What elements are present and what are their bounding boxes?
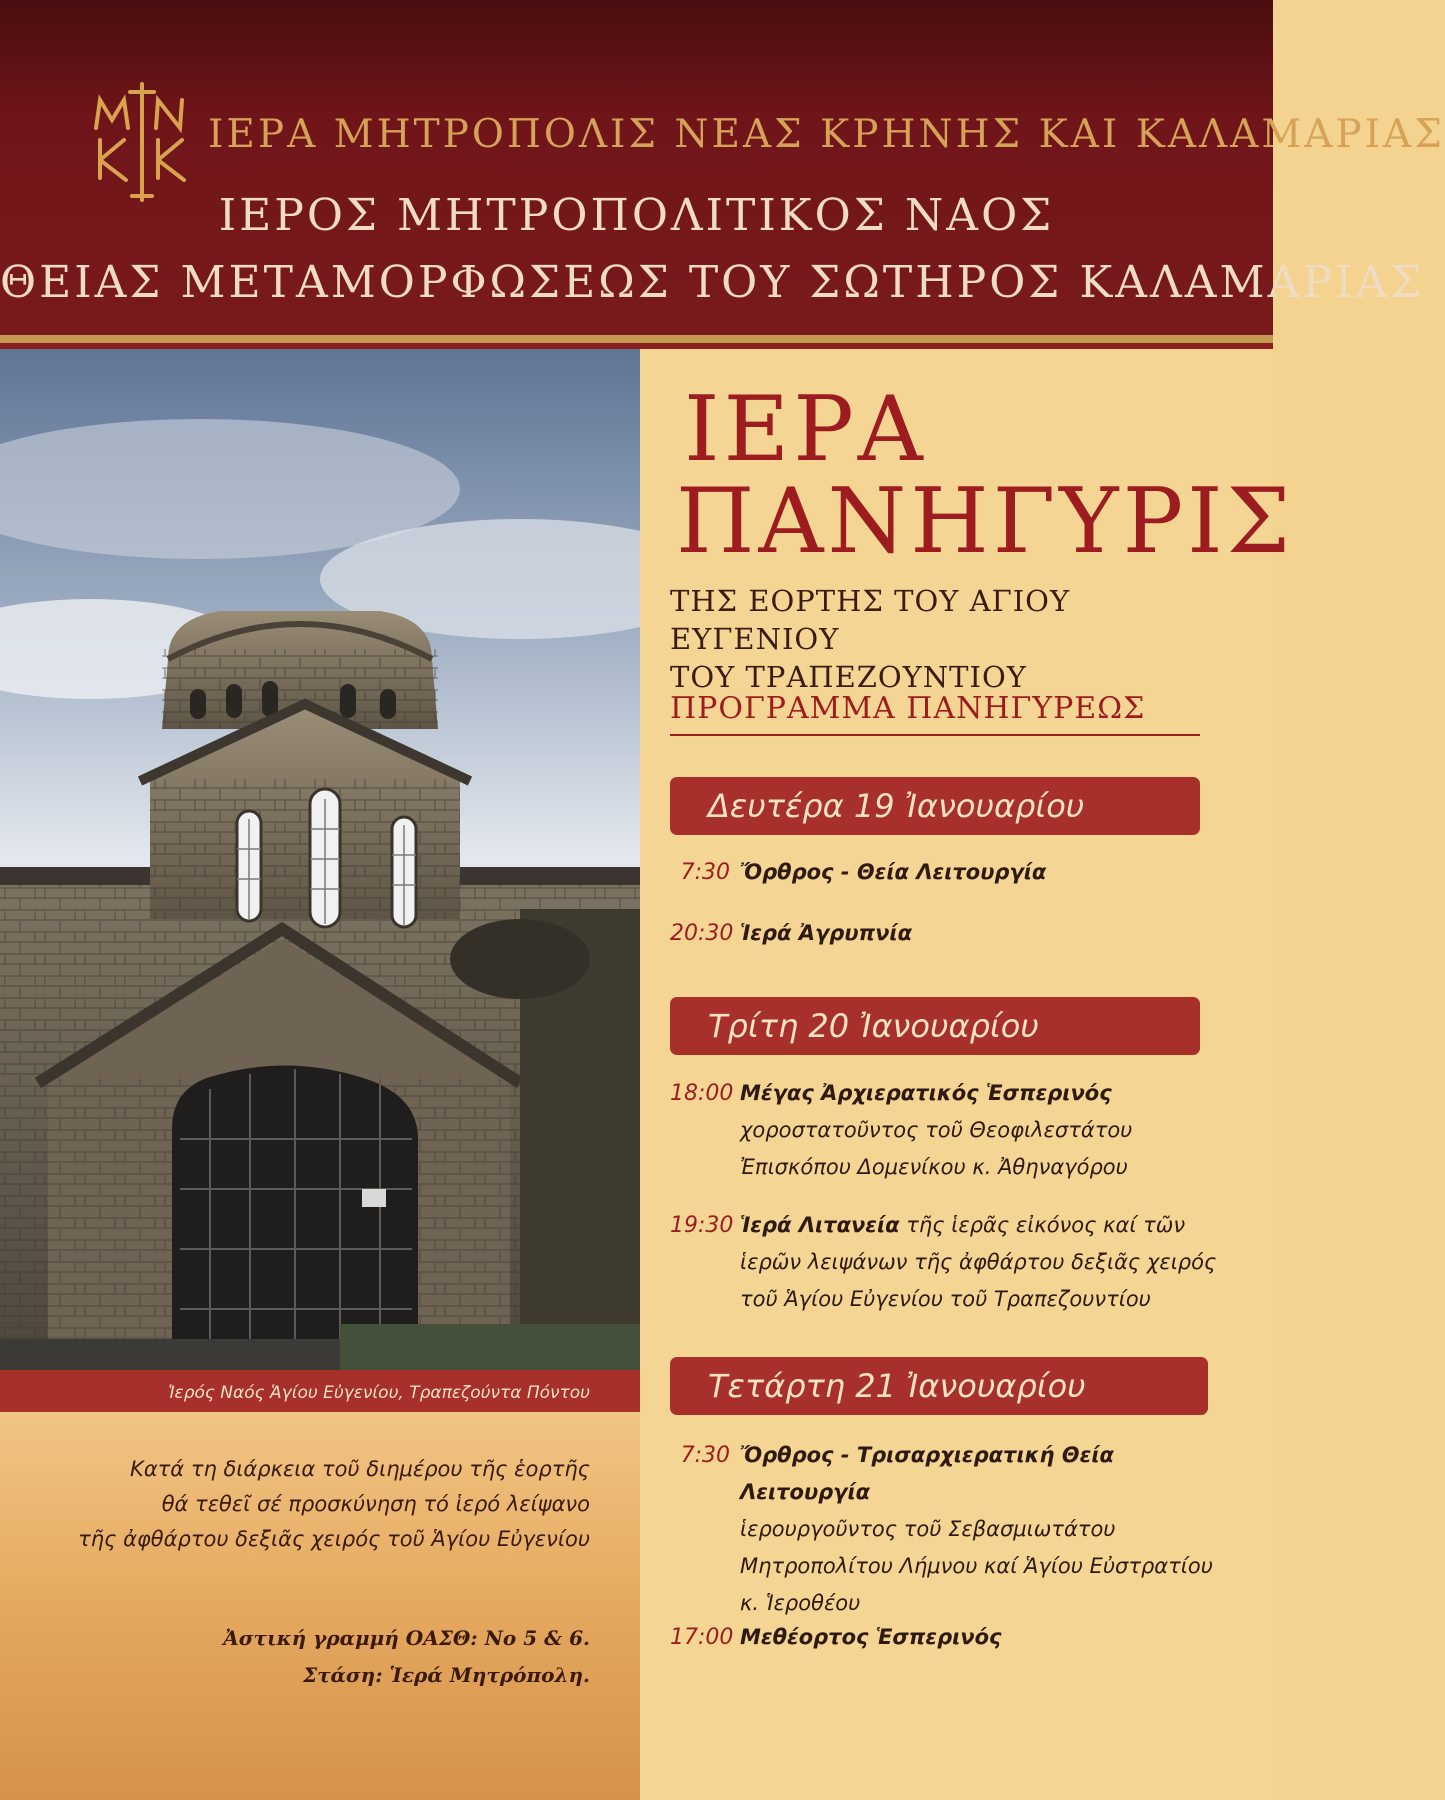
- event-time: 7:30: [680, 1443, 730, 1468]
- feast-subtitle-line: ΤΟΥ ΤΡΑΠΕΖΟΥΝΤΙΟΥ: [670, 660, 1027, 694]
- day-header-tuesday: Τρίτη 20 Ἰανουαρίου: [670, 997, 1200, 1055]
- church-title-line1: ΙΕΡΟΣ ΜΗΤΡΟΠΟΛΙΤΙΚΟΣ ΝΑΟΣ: [218, 190, 1055, 241]
- event-item: [670, 1437, 1230, 1622]
- event-time: 19:30: [670, 1213, 734, 1238]
- header-divider-gold: [0, 335, 1273, 343]
- feast-title-line2: ΠΑΝΗΓΥΡΙΣ: [676, 469, 1295, 574]
- relic-note: [30, 1452, 590, 1557]
- relic-note-line: θά τεθεῖ σέ προσκύνηση τό ἱερό λείψανο: [161, 1492, 590, 1516]
- relic-note-line: τῆς ἀφθάρτου δεξιᾶς χειρός τοῦ Ἁγίου Εὐγενίου: [78, 1527, 590, 1551]
- event-title: Μέγας Ἀρχιερατικός Ἑσπερινός: [740, 1081, 1112, 1105]
- event-title: Ὄρθρος - Τρισαρχιερατική Θεία Λειτουργία: [740, 1443, 1114, 1504]
- church-title-line2: ΘΕΙΑΣ ΜΕΤΑΜΟΡΦΩΣΕΩΣ ΤΟΥ ΣΩΤΗΡΟΣ ΚΑΛΑΜΑΡΙΑΣ: [0, 257, 1425, 308]
- metropolis-title: ΙΕΡΑ ΜΗΤΡΟΠΟΛΙΣ ΝΕΑΣ ΚΡΗΝΗΣ ΚΑΙ ΚΑΛΑΜΑΡΙΑΣ: [208, 112, 1445, 157]
- day-header-monday: Δευτέρα 19 Ἰανουαρίου: [670, 777, 1200, 835]
- monogram-text: ΜΝΚΚ: [82, 78, 86, 79]
- event-time: 17:00: [670, 1625, 734, 1650]
- event-detail: Μητροπολίτου Λήμνου καί Ἁγίου Εὐστρατίου: [740, 1554, 1213, 1578]
- transit-line: Ἀστική γραμμή ΟΑΣΘ: Νο 5 & 6.: [223, 1626, 590, 1650]
- header-banner: [0, 0, 1445, 335]
- program-panel: [640, 349, 1295, 1800]
- metropolis-monogram-logo: [82, 78, 202, 206]
- feast-subtitle: [670, 582, 1230, 696]
- event-detail: ἱερῶν λειψάνων τῆς ἀφθάρτου δεξιᾶς χειρός: [740, 1250, 1217, 1274]
- relic-note-line: Κατά τη διάρκεια τοῦ διημέρου τῆς ἑορτῆς: [130, 1457, 590, 1481]
- program-heading: ΠΡΟΓΡΑΜΜΑ ΠΑΝΗΓΥΡΕΩΣ: [670, 691, 1146, 726]
- event-item: [670, 854, 1230, 891]
- program-heading-underline: [670, 734, 1200, 736]
- event-time: 7:30: [680, 860, 730, 885]
- event-item: [670, 1207, 1230, 1318]
- event-title: Ἱερά Λιτανεία: [740, 1213, 900, 1237]
- feast-subtitle-line: ΤΗΣ ΕΟΡΤΗΣ ΤΟΥ ΑΓΙΟΥ ΕΥΓΕΝΙΟΥ: [670, 584, 1071, 656]
- event-title: Ὄρθρος - Θεία Λειτουργία: [740, 860, 1047, 884]
- event-title-continuation: τῆς ἱερᾶς εἰκόνος καί τῶν: [899, 1213, 1186, 1237]
- info-panel: [0, 1412, 640, 1800]
- event-time: 20:30: [670, 921, 734, 946]
- event-detail: κ. Ἱεροθέου: [740, 1591, 861, 1615]
- event-time: 18:00: [670, 1081, 734, 1106]
- transit-info: [30, 1620, 590, 1694]
- event-title: Ἱερά Ἀγρυπνία: [740, 921, 913, 945]
- day-header-wednesday: Τετάρτη 21 Ἰανουαρίου: [670, 1357, 1208, 1415]
- event-item: [670, 1075, 1230, 1186]
- transit-stop: Στάση: Ἱερά Μητρόπολη.: [302, 1663, 590, 1687]
- event-detail: ἱερουργοῦντος τοῦ Σεβασμιωτάτου: [740, 1517, 1116, 1541]
- feast-title-line1: ΙΕΡΑ: [684, 377, 927, 482]
- event-detail: χοροστατοῦντος τοῦ Θεοφιλεστάτου: [740, 1118, 1133, 1142]
- event-detail: τοῦ Ἁγίου Εὐγενίου τοῦ Τραπεζουντίου: [740, 1287, 1151, 1311]
- event-detail: Ἐπισκόπου Δομενίκου κ. Ἀθηναγόρου: [740, 1155, 1128, 1179]
- photo-caption: Ἱερός Ναός Ἁγίου Εὐγενίου, Τραπεζούντα Πόντου: [0, 1370, 640, 1412]
- event-item: [670, 1619, 1230, 1656]
- church-photo: [0, 349, 640, 1371]
- event-item: [670, 915, 1230, 952]
- event-title: Μεθέορτος Ἑσπερινός: [740, 1625, 1002, 1649]
